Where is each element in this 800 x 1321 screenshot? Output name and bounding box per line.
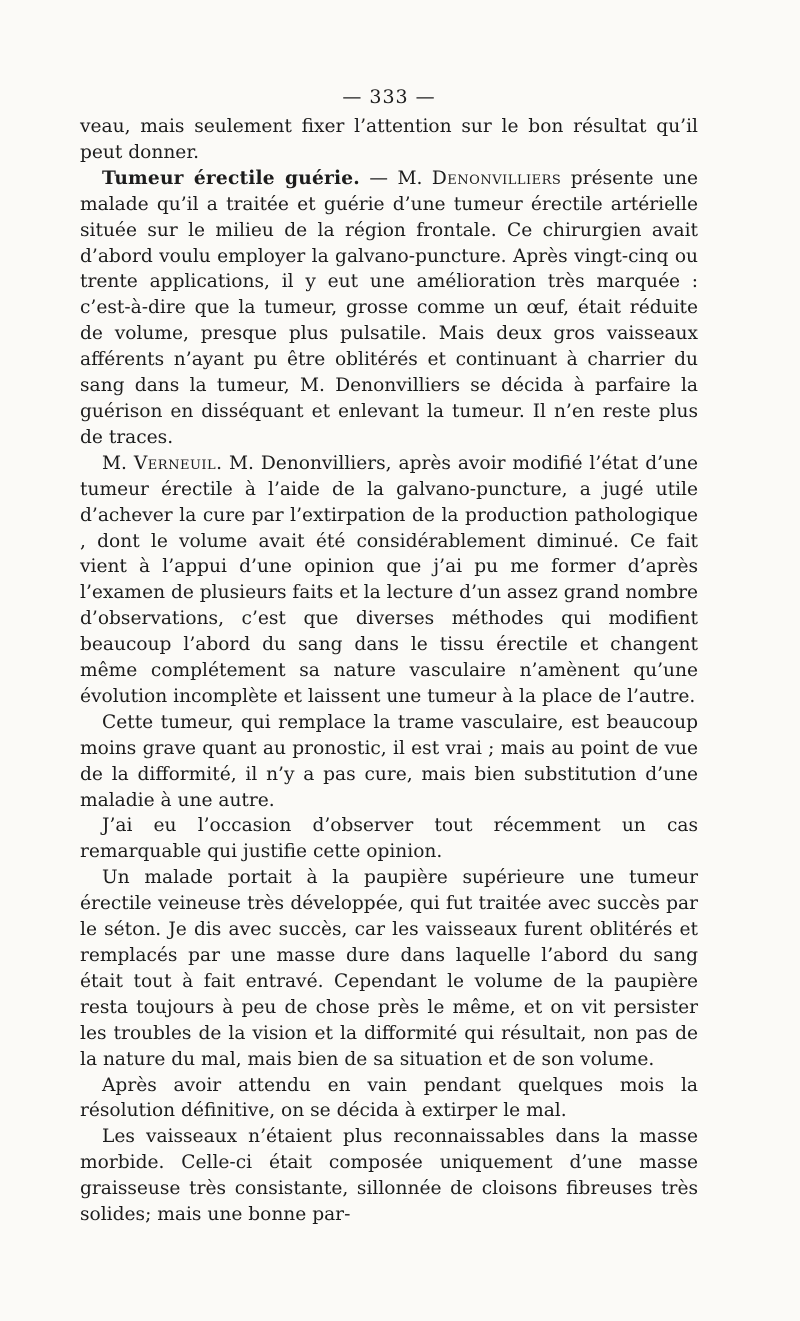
heading-dash: — M. [359,167,432,189]
author-name-verneuil: Verneuil [133,452,217,474]
page-number: — 333 — [342,86,436,108]
paragraph-pronostic: Cette tumeur, qui remplace la trame vasculaire, est beaucoup moins grave quant au pronostic, il est vrai ; mais au point de vue de la difformité, il n’y a pas cure, mais bien substitution d’une maladie à une autre. [80,711,698,811]
paragraph-body: présente une malade qu’il a traitée et guérie d’une tumeur érectile artérielle située sur le milieu de la région frontale. Ce chirurgien avait d’abord voulu employer la galvano-puncture. Après vingt-cinq ou trente applications, il y eut une amélioration très marquée : c’est-à-dire que la tumeur, grosse comme un œuf, était réduite de volume, presque plus pulsatile. Mais deux gros vaisseaux afférents n’ayant pu être oblitérés et continuant à charrier du sang dans la tumeur, M. Denonvilliers se décida à parfaire la guérison en disséquant et enlevant la tumeur. Il n’en reste plus de traces. [80,167,698,448]
paragraph-vaisseaux: Les vaisseaux n’étaient plus reconnaissables dans la masse morbide. Celle-ci était composée uniquement d’une masse graisseuse très consistante, sillonnée de cloisons fibreuses très solides; mais une bonne par- [80,1126,698,1226]
speaker-prefix: M. [102,452,134,474]
section-heading: Tumeur érectile guérie. [102,167,360,189]
author-name-denonvilliers: Denonvilliers [431,167,562,189]
book-page [80,84,698,1228]
paragraph-tumeur-erectile [80,166,698,451]
paragraph-body: . M. Denonvilliers, après avoir modifié l’état d’une tumeur érectile à l’aide de la galvano-puncture, a jugé utile d’achever la cure par l’extirpation de la production pathologique , dont le volume avait été considérablement diminué. Ce fait vient à l’appui d’une opinion que j’ai pu me former d’après l’examen de plusieurs faits et la lecture d’un assez grand nombre d’observations, c’est que diverses méthodes qui modifient beaucoup l’abord du sang dans le tissu érectile et changent même complétement sa nature vasculaire n’amènent qu’une évolution incomplète et laissent une tumeur à la place de l’autre. [80,452,698,707]
paragraph-continuation: veau, mais seulement fixer l’attention sur le bon résultat qu’il peut donner. [80,116,698,163]
paragraph-paupiere: Un malade portait à la paupière supérieure une tumeur érectile veineuse très développée, qui fut traitée avec succès par le séton. Je dis avec succès, car les vaisseaux furent oblitérés et remplacés par une masse dure dans laquelle l’abord du sang était tout à fait entravé. Cependant le volume de la paupière resta toujours à peu de chose près le même, et on vit persister les troubles de la vision et la difformité qui résultait, non pas de la nature du mal, mais bien de sa situation et de son volume. [80,867,698,1070]
paragraph-resolution: Après avoir attendu en vain pendant quelques mois la résolution définitive, on se décida à extirper le mal. [80,1074,698,1122]
paragraph-occasion: J’ai eu l’occasion d’observer tout récemment un cas remarquable qui justifie cette opinion. [80,815,698,863]
paragraph-verneuil [80,451,698,710]
